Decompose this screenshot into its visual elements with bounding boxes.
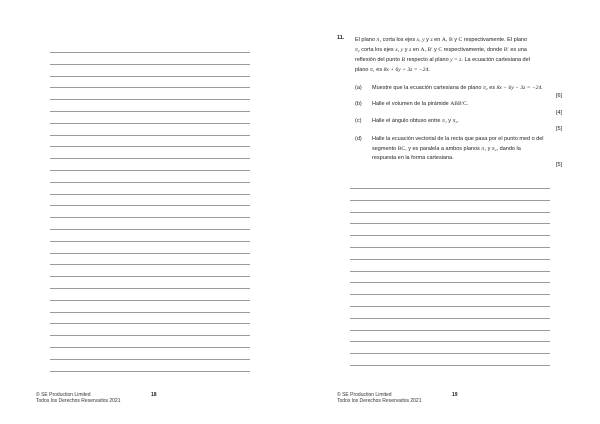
marks-d: [5] xyxy=(556,162,563,168)
answer-line xyxy=(350,247,550,248)
answer-line xyxy=(50,87,250,88)
answer-line xyxy=(350,212,550,213)
answer-line xyxy=(350,306,550,307)
footer-publisher: © SE Production Limited xyxy=(36,392,91,398)
answer-line xyxy=(350,294,550,295)
marks-a: [6] xyxy=(556,93,563,99)
answer-line xyxy=(350,341,550,342)
question-number: 11. xyxy=(337,35,345,41)
page-number: 18 xyxy=(151,392,157,398)
answer-line xyxy=(350,200,550,201)
marks-c: [5] xyxy=(556,126,563,132)
answer-line xyxy=(50,182,250,183)
answer-line xyxy=(50,135,250,136)
answer-line xyxy=(50,146,250,147)
answer-line xyxy=(50,158,250,159)
answer-line xyxy=(50,359,250,360)
marks-b: [4] xyxy=(556,110,563,116)
answer-line xyxy=(50,312,250,313)
footer-left xyxy=(36,392,121,405)
footer-rights: Todos los Derechos Reservados 2021 xyxy=(337,398,422,405)
footer-publisher: © SE Production Limited xyxy=(337,392,392,398)
answer-line xyxy=(50,323,250,324)
answer-line xyxy=(50,300,250,301)
answer-line xyxy=(50,229,250,230)
answer-line xyxy=(50,64,250,65)
answer-line xyxy=(350,235,550,236)
answer-line xyxy=(50,111,250,112)
answer-line xyxy=(50,52,250,53)
answer-line xyxy=(350,365,550,366)
answer-line xyxy=(50,241,250,242)
answer-line xyxy=(50,205,250,206)
answer-line xyxy=(50,264,250,265)
footer-right xyxy=(337,392,422,405)
answer-line xyxy=(50,371,250,372)
answer-line xyxy=(50,347,250,348)
page-number: 19 xyxy=(452,392,458,398)
answer-line xyxy=(50,99,250,100)
answer-line xyxy=(50,217,250,218)
answer-line xyxy=(350,330,550,331)
footer-rights: Todos los Derechos Reservados 2021 xyxy=(36,398,121,405)
answer-line xyxy=(50,76,250,77)
answer-line xyxy=(50,288,250,289)
answer-line xyxy=(50,194,250,195)
answer-line xyxy=(350,271,550,272)
answer-line xyxy=(50,335,250,336)
answer-line xyxy=(50,170,250,171)
answer-line xyxy=(50,123,250,124)
answer-line xyxy=(350,188,550,189)
answer-line xyxy=(350,223,550,224)
answer-line xyxy=(50,253,250,254)
answer-line xyxy=(350,353,550,354)
answer-line xyxy=(350,282,550,283)
answer-line xyxy=(50,276,250,277)
answer-line xyxy=(350,318,550,319)
answer-line xyxy=(350,259,550,260)
question-stem: El plano π₁ corta los ejes x, y y z en A, B y C respectivamente. El plano π₂ corta los ejes x, y y z en A, B′ y C respectivamente, donde B′ es una reflexión del punto B respecto al plano y = z. La ecuación cartesiana del plano π₁ es 8x + 6y + 3z = −24. xyxy=(355,37,530,73)
